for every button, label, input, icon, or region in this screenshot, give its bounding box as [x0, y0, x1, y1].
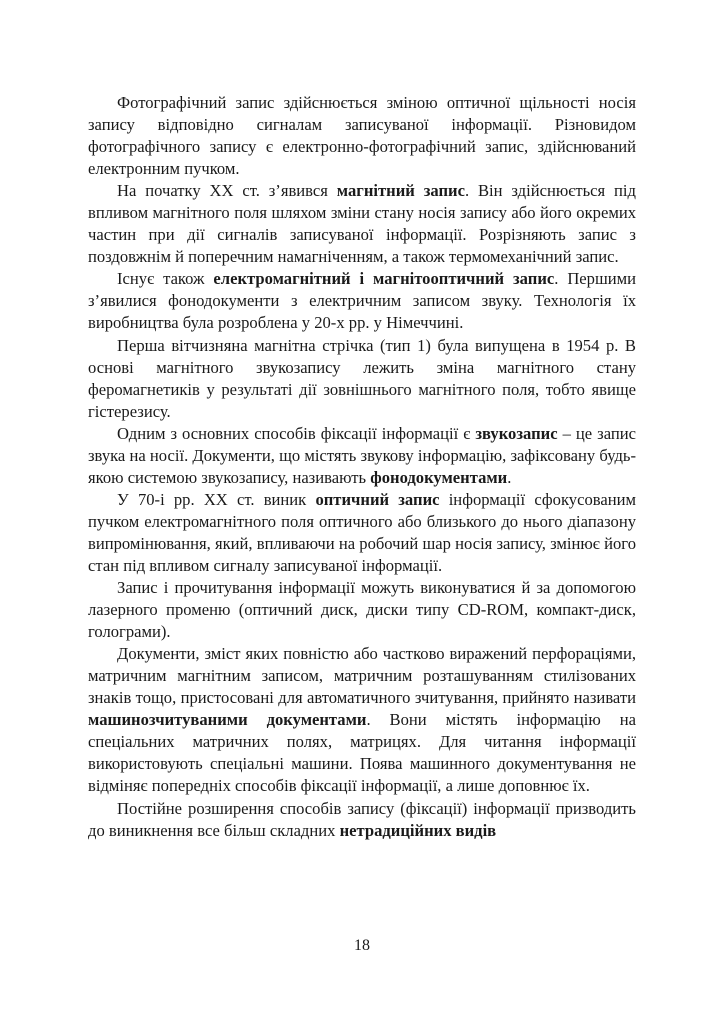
text-run: Одним з основних способів фіксації інформації є [117, 423, 476, 443]
paragraph [88, 268, 636, 334]
text-run: . Вони містять інформацію на спеціальних матричних полях, матрицях. Для читання інформації використовують спеціальні машини. Поява машинного документування не відміняє попередніх способів фіксації інформації, а лише доповнює їх. [88, 710, 636, 796]
bold-term: нетрадиційних видів [339, 820, 497, 840]
paragraph [88, 180, 636, 268]
paragraph [88, 335, 636, 423]
page-number: 18 [354, 937, 370, 954]
page-body [88, 92, 636, 842]
text-run: Постійне розширення способів запису (фіксації) інформації призводить до виникнення все більш складних [88, 798, 636, 840]
text-run: Запис і прочитування інформації можуть виконуватися й за допомогою лазерного променю (оптичний диск, диски типу CD-ROM, компакт-диск, голограми). [88, 578, 636, 642]
text-run: Перша вітчизняна магнітна стрічка (тип 1) була випущена в 1954 р. В основі магнітного звукозапису лежить зміна магнітного стану феромагнетиків у результаті дії зовнішнього магнітного поля, тобто явище гістерезису. [88, 335, 636, 421]
bold-term: магнітний запис [336, 181, 465, 201]
paragraph [88, 643, 636, 797]
paragraph [88, 798, 636, 842]
text-run: . [507, 467, 512, 487]
text-run: Документи, зміст яких повністю або частково виражений перфораціями, матричним магнітним записом, матричним розташуванням стилізованих знаків тощо, пристосовані для автоматичного зчитування, прийнято називати [88, 644, 636, 708]
text-run: Фотографічний запис здійснюється зміною оптичної щільності носія запису відповідно сигналам записуваної інформації. Різновидом фотографічного запису є електронно-фотографічний запис, здійснюваний електронним пучком. [88, 93, 636, 179]
text-run: . Він здійснюється під впливом магнітного поля шляхом зміни стану носія запису або його окремих частин при дії сигналів записуваної інформації. Розрізняють запис з поздовжнім й поперечним намагніченням, а також термомеханічний запис. [88, 181, 636, 267]
bold-term: машинозчитуваними документами [88, 710, 367, 730]
bold-term: фонодокументами [370, 467, 508, 487]
text-run: . Першими з’явилися фонодокументи з електричним записом звуку. Технологія їх виробництва була розроблена у 20-х рр. у Німеччині. [88, 269, 637, 333]
paragraph [88, 92, 636, 180]
bold-term: оптичний запис [315, 489, 440, 509]
bold-term: електромагнітний і магнітооптичний запис [213, 269, 555, 289]
text-run: інформації сфокусованим пучком електромагнітного поля оптичного або близького до нього діапазону випромінювання, який, впливаючи на робочий шар носія запису, змінює його стан під впливом сигналу записуваної інформації. [88, 489, 636, 575]
paragraph [88, 489, 636, 577]
paragraph [88, 423, 636, 489]
bold-term: звукозапис [475, 423, 558, 443]
text-run: У 70-і рр. ХХ ст. виник [117, 489, 316, 509]
paragraph [88, 577, 636, 643]
text-run: – це запис звука на носії. Документи, що містять звукову інформацію, зафіксовану будь-якою системою звукозапису, називають [88, 423, 636, 487]
text-run: Існує також [117, 269, 214, 289]
text-run: На початку ХХ ст. з’явився [117, 181, 337, 201]
